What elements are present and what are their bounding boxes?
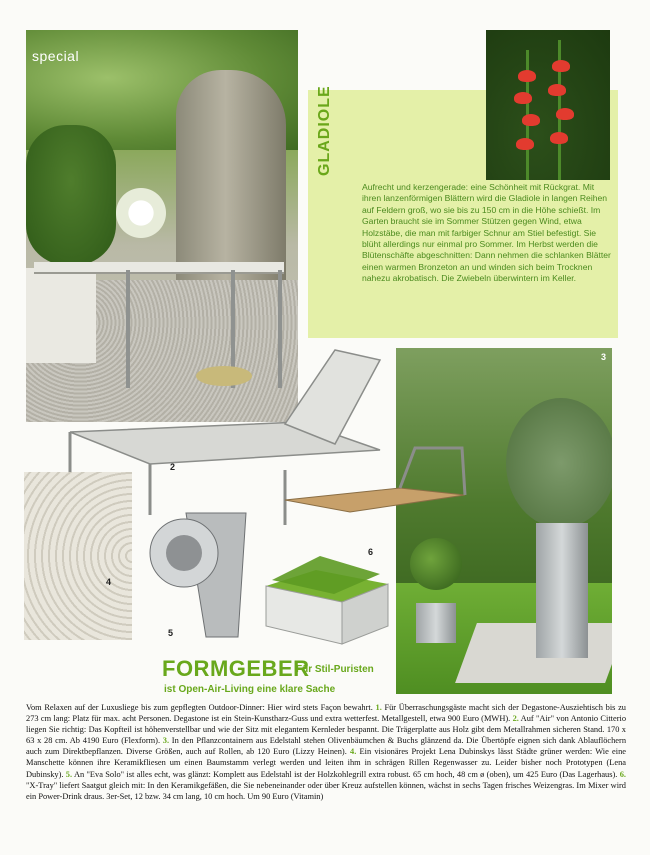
figure-number: 3 [601,352,607,362]
body-intro: Vom Relaxen auf der Luxusliege bis zum gepflegten Outdoor-Dinner: Hier wird stets Façon bewahrt. [26,703,376,712]
headline-subtitle: ist Open-Air-Living eine klare Sache [164,684,336,695]
extending-table [34,262,284,272]
charcoal-grill-illustration [146,505,256,640]
grill-hood-handle [166,535,202,571]
item-text: Für Überraschungsgäste macht sich der Degastone-Ausziehtisch bis zu 273 cm lang: Platz für max. acht Personen. Degastone ist ein Stein-Kunstharz-Guss und extra wetterfest. Metallgestell, etwa 900 Euro (MWH). [26,703,626,724]
gladiole-bloom [516,138,534,150]
item-number: 4. [350,747,357,757]
headline-subtitle: Für Stil-Puristen [296,664,374,675]
gladiole-bloom [552,60,570,72]
headline-title: FORMGEBER [162,656,310,681]
item-number: 5. [65,769,73,779]
steel-planter-large [536,523,588,658]
stone-path [455,623,612,683]
lounger-wood-base [285,488,465,512]
boxwood-ball [410,538,462,590]
lounger-armrest [400,448,465,495]
item-text: "X-Tray" liefert Saatgut gleich mit: In den Keramikgefäßen, die Sie nebeneinander oder über Kreuz aufstellen können, wächst in sechs Tagen frisches Weizengras. Im Mixer wird ein Power-Drink draus. 3er-Set, 12 bzw. 34 cm lang, 10 cm hoch. Um 90 Euro (Vitamin) [26,780,626,801]
item-number: 6. [619,769,626,779]
figure-number: 5 [168,628,174,638]
gladiole-bloom [548,84,566,96]
flower-bouquet [106,178,176,248]
ceramic-tree-tile [24,472,132,640]
steel-planter-small [416,603,456,643]
item-text: Auf "Air" von Antonio Citterio liegen Sie richtig: Das Kopfteil ist höhenverstellbar und wie der Sitz mit elegantem Kernleder bespannt. Die Trägerplatte aus Holz gibt dem Metallrahmen sicheren Stand. 170 x 63 x 28 cm. Ab 4190 Euro (Flexform). [26,714,627,746]
gladiole-bloom [550,132,568,144]
item-number: 1. [375,703,382,712]
gladiole-photo [486,30,610,180]
item-text: An "Eva Solo" ist alles echt, was glänzt: Komplett aus Edelstahl ist der Holzkohlegrill extra robust. 65 cm hoch, 48 cm ø (oben), um 425 Euro (Das Lagerhaus). [72,769,620,779]
item-number: 2. [512,714,519,724]
lounger-backrest [285,350,380,444]
item-text: Ein visionäres Projekt Lena Dubinskys lässt Städte grüner werden: Wie eine Manschette können ihre Keramikfliesen um einen Baumstamm verlegt werden und leiten ihm in schrägen Rillen Regenwasser zu. Leider bisher noch Prototypen (Lena Dubinsky). [26,747,626,779]
hedge [26,125,116,265]
gladiole-bloom [518,70,536,82]
gladiole-text: Aufrecht und kerzengerade: eine Schönheit mit Rückgrat. Mit ihren lanzenförmigen Blättern wird die Gladiole in langen Reihen auf Feldern groß, wo sie bis zu 150 cm in die Höhe schießt. Im Garten braucht sie im Sommer Stützen gegen Wind, etwa Holzstäbe, die man mit farbiger Schnur am Stiel befestigt. Sie blüht allerdings nur einmal pro Sommer. Im Herbst werden die Blütenschäfte abgeschnitten: Dann nehmen die schlanken Blätter einen warmen Bronzeton an und winden sich beim Trocknen nahezu akrobatisch. Die Zwiebeln überwintern im Keller. [362,182,611,284]
olive-tree [506,398,612,528]
figure-number: 6 [368,547,374,557]
gladiole-title: GLADIOLE [316,85,333,176]
body-copy [26,702,626,802]
item-text: In den Pflanzcontainern aus Edelstahl stehen Olivenbäumchen & Buchs glänzend da. Die Übertöpfe eignen sich dank Ablauflöchern auch zum Direktbepflanzen. Diverse Größen, auch auf Rollen, ab 120 Euro (Lizzy Heinen). [26,736,627,757]
section-label: special [32,48,80,64]
gladiole-bloom [522,114,540,126]
figure-number: 2 [170,462,176,472]
gladiole-bloom [556,108,574,120]
gladiole-bloom [514,92,532,104]
item-number: 3. [162,736,170,746]
figure-number: 4 [106,577,112,587]
